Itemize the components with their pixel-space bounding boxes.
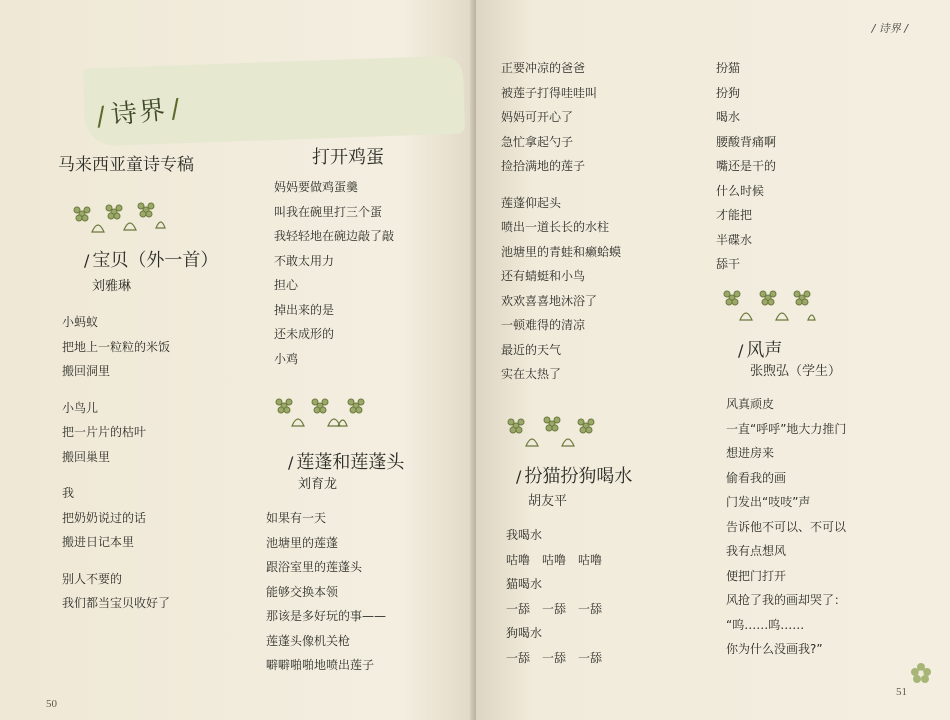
poem-line: 最近的天气	[501, 342, 562, 357]
right-page	[476, 0, 950, 720]
poem-line: 咕噜 咕噜 咕噜	[506, 552, 603, 567]
poem-line: 搬回巢里	[62, 449, 111, 464]
poem-line: 还有蜻蜓和小鸟	[501, 269, 586, 283]
poem-line: 一舔 一舔 一舔	[506, 601, 603, 616]
poem-author-fengsheng: 张煦弘（学生）	[750, 364, 842, 379]
poem-line: 噼噼啪啪地喷出莲子	[266, 658, 375, 672]
poem-line: 我有点想风	[726, 544, 787, 558]
poem-line: 我	[62, 486, 75, 500]
poem-line: 莲蓬头像机关枪	[266, 633, 351, 648]
poem-line: 门发出“吱吱”声	[726, 495, 811, 509]
poem-line: 偷看我的画	[726, 470, 787, 485]
poem-line: 风真顽皮	[726, 397, 775, 411]
poem-line: 猫喝水	[506, 577, 543, 591]
poem-line	[62, 469, 170, 481]
poem-line: 腰酸背痛啊	[716, 134, 777, 149]
poem-line: 嘴还是干的	[716, 159, 777, 173]
poem-line: 一直“呼呼”地大力推门	[726, 421, 847, 436]
poem-line: 一顿难得的清凉	[501, 318, 586, 332]
poem-line: 把奶奶说过的话	[62, 510, 147, 525]
poem-line: 如果有一天	[266, 511, 327, 525]
poem-title-banmao: / 扮猫扮狗喝水	[516, 466, 633, 487]
poem-line: 那该是多好玩的事——	[266, 609, 387, 623]
poem-line: 才能把	[716, 208, 753, 222]
poem-line: 小蚂蚁	[62, 315, 99, 329]
poem-line: 被莲子打得哇哇叫	[501, 85, 598, 100]
poem-line: 莲蓬仰起头	[501, 195, 562, 210]
poem-line: “呜……呜……	[726, 617, 805, 632]
poem-body-banmao	[506, 523, 602, 670]
poem-line: 跟浴室里的莲蓬头	[266, 560, 363, 574]
poem-body-lianpeng-continued	[501, 56, 621, 387]
poem-line: 告诉他不可以、不可以	[726, 519, 847, 534]
poem-author-baobei: 刘雅琳	[92, 279, 132, 294]
poem-line: 欢欢喜喜地沐浴了	[501, 293, 598, 308]
poem-line: 想进房来	[726, 446, 775, 460]
section-title: /诗界/	[94, 93, 184, 133]
poem-line: 正要冲凉的爸爸	[501, 61, 586, 75]
poem-line: 不敢太用力	[274, 253, 335, 268]
poem-line: 把地上一粒粒的米饭	[62, 339, 171, 354]
corner-flower-icon	[910, 662, 932, 684]
poem-body-baobei	[62, 310, 170, 616]
poem-line: 风抢了我的画却哭了：	[726, 593, 847, 607]
poem-body-dakai	[274, 175, 394, 371]
poem-line: 舔干	[716, 257, 741, 271]
poem-line: 喝水	[716, 110, 741, 124]
flower-ornament-icon	[272, 396, 368, 430]
poem-body-fengsheng	[726, 392, 846, 662]
left-page	[0, 0, 474, 720]
poem-line: 还未成形的	[274, 327, 335, 341]
poem-line	[62, 384, 170, 396]
poem-body-lianpeng	[266, 506, 386, 678]
poem-line: 半碟水	[716, 232, 753, 247]
page-number-right: 51	[896, 686, 907, 698]
poem-line: 我喝水	[506, 528, 543, 542]
poem-line: 捡拾满地的莲子	[501, 159, 586, 173]
poem-line: 叫我在碗里打三个蛋	[274, 204, 383, 219]
poem-line: 扮猫	[716, 61, 741, 75]
poem-line: 小鸡	[274, 351, 299, 366]
poem-title-lianpeng: / 莲蓬和莲蓬头	[288, 452, 405, 473]
poem-line: 喷出一道长长的水柱	[501, 220, 610, 234]
poem-line: 池塘里的青蛙和癞蛤蟆	[501, 244, 622, 259]
poem-line: 实在太热了	[501, 367, 562, 381]
poem-line: 狗喝水	[506, 626, 543, 640]
poem-author-lianpeng: 刘育龙	[298, 477, 338, 492]
poem-line	[501, 179, 621, 191]
poem-line: 我们都当宝贝收好了	[62, 596, 171, 610]
poem-line: 能够交换本领	[266, 584, 339, 599]
poem-title-baobei: / 宝贝（外一首）	[84, 250, 219, 271]
poem-line: 别人不要的	[62, 571, 123, 586]
poem-line: 你为什么没画我?”	[726, 642, 823, 656]
poem-line: 担心	[274, 278, 299, 292]
poem-line: 把一片片的枯叶	[62, 425, 147, 439]
poem-body-banmao-continued	[716, 56, 776, 277]
flower-ornament-icon	[70, 202, 166, 236]
flower-ornament-icon	[720, 290, 816, 324]
poem-line: 掉出来的是	[274, 302, 335, 317]
poem-title-fengsheng: / 风声	[738, 340, 783, 361]
poem-line: 池塘里的莲蓬	[266, 535, 339, 550]
flower-ornament-icon	[502, 416, 598, 450]
poem-line: 什么时候	[716, 183, 765, 198]
poem-line: 急忙拿起勺子	[501, 134, 574, 149]
column-title: 马来西亚童诗专稿	[58, 155, 194, 175]
poem-author-banmao: 胡友平	[528, 494, 568, 509]
poem-title-dakai: 打开鸡蛋	[312, 147, 384, 168]
poem-line	[62, 555, 170, 567]
poem-line: 搬进日记本里	[62, 535, 135, 549]
running-header: / 诗界 /	[871, 22, 908, 35]
poem-line: 妈妈要做鸡蛋羹	[274, 180, 359, 194]
poem-line: 便把门打开	[726, 568, 787, 583]
poem-line: 妈妈可开心了	[501, 110, 574, 124]
poem-line: 我轻轻地在碗边敲了敲	[274, 229, 395, 243]
poem-line: 扮狗	[716, 85, 741, 100]
page-number-left: 50	[46, 698, 57, 710]
poem-line: 搬回洞里	[62, 364, 111, 378]
poem-line: 小鸟儿	[62, 400, 99, 415]
poem-line: 一舔 一舔 一舔	[506, 650, 603, 665]
